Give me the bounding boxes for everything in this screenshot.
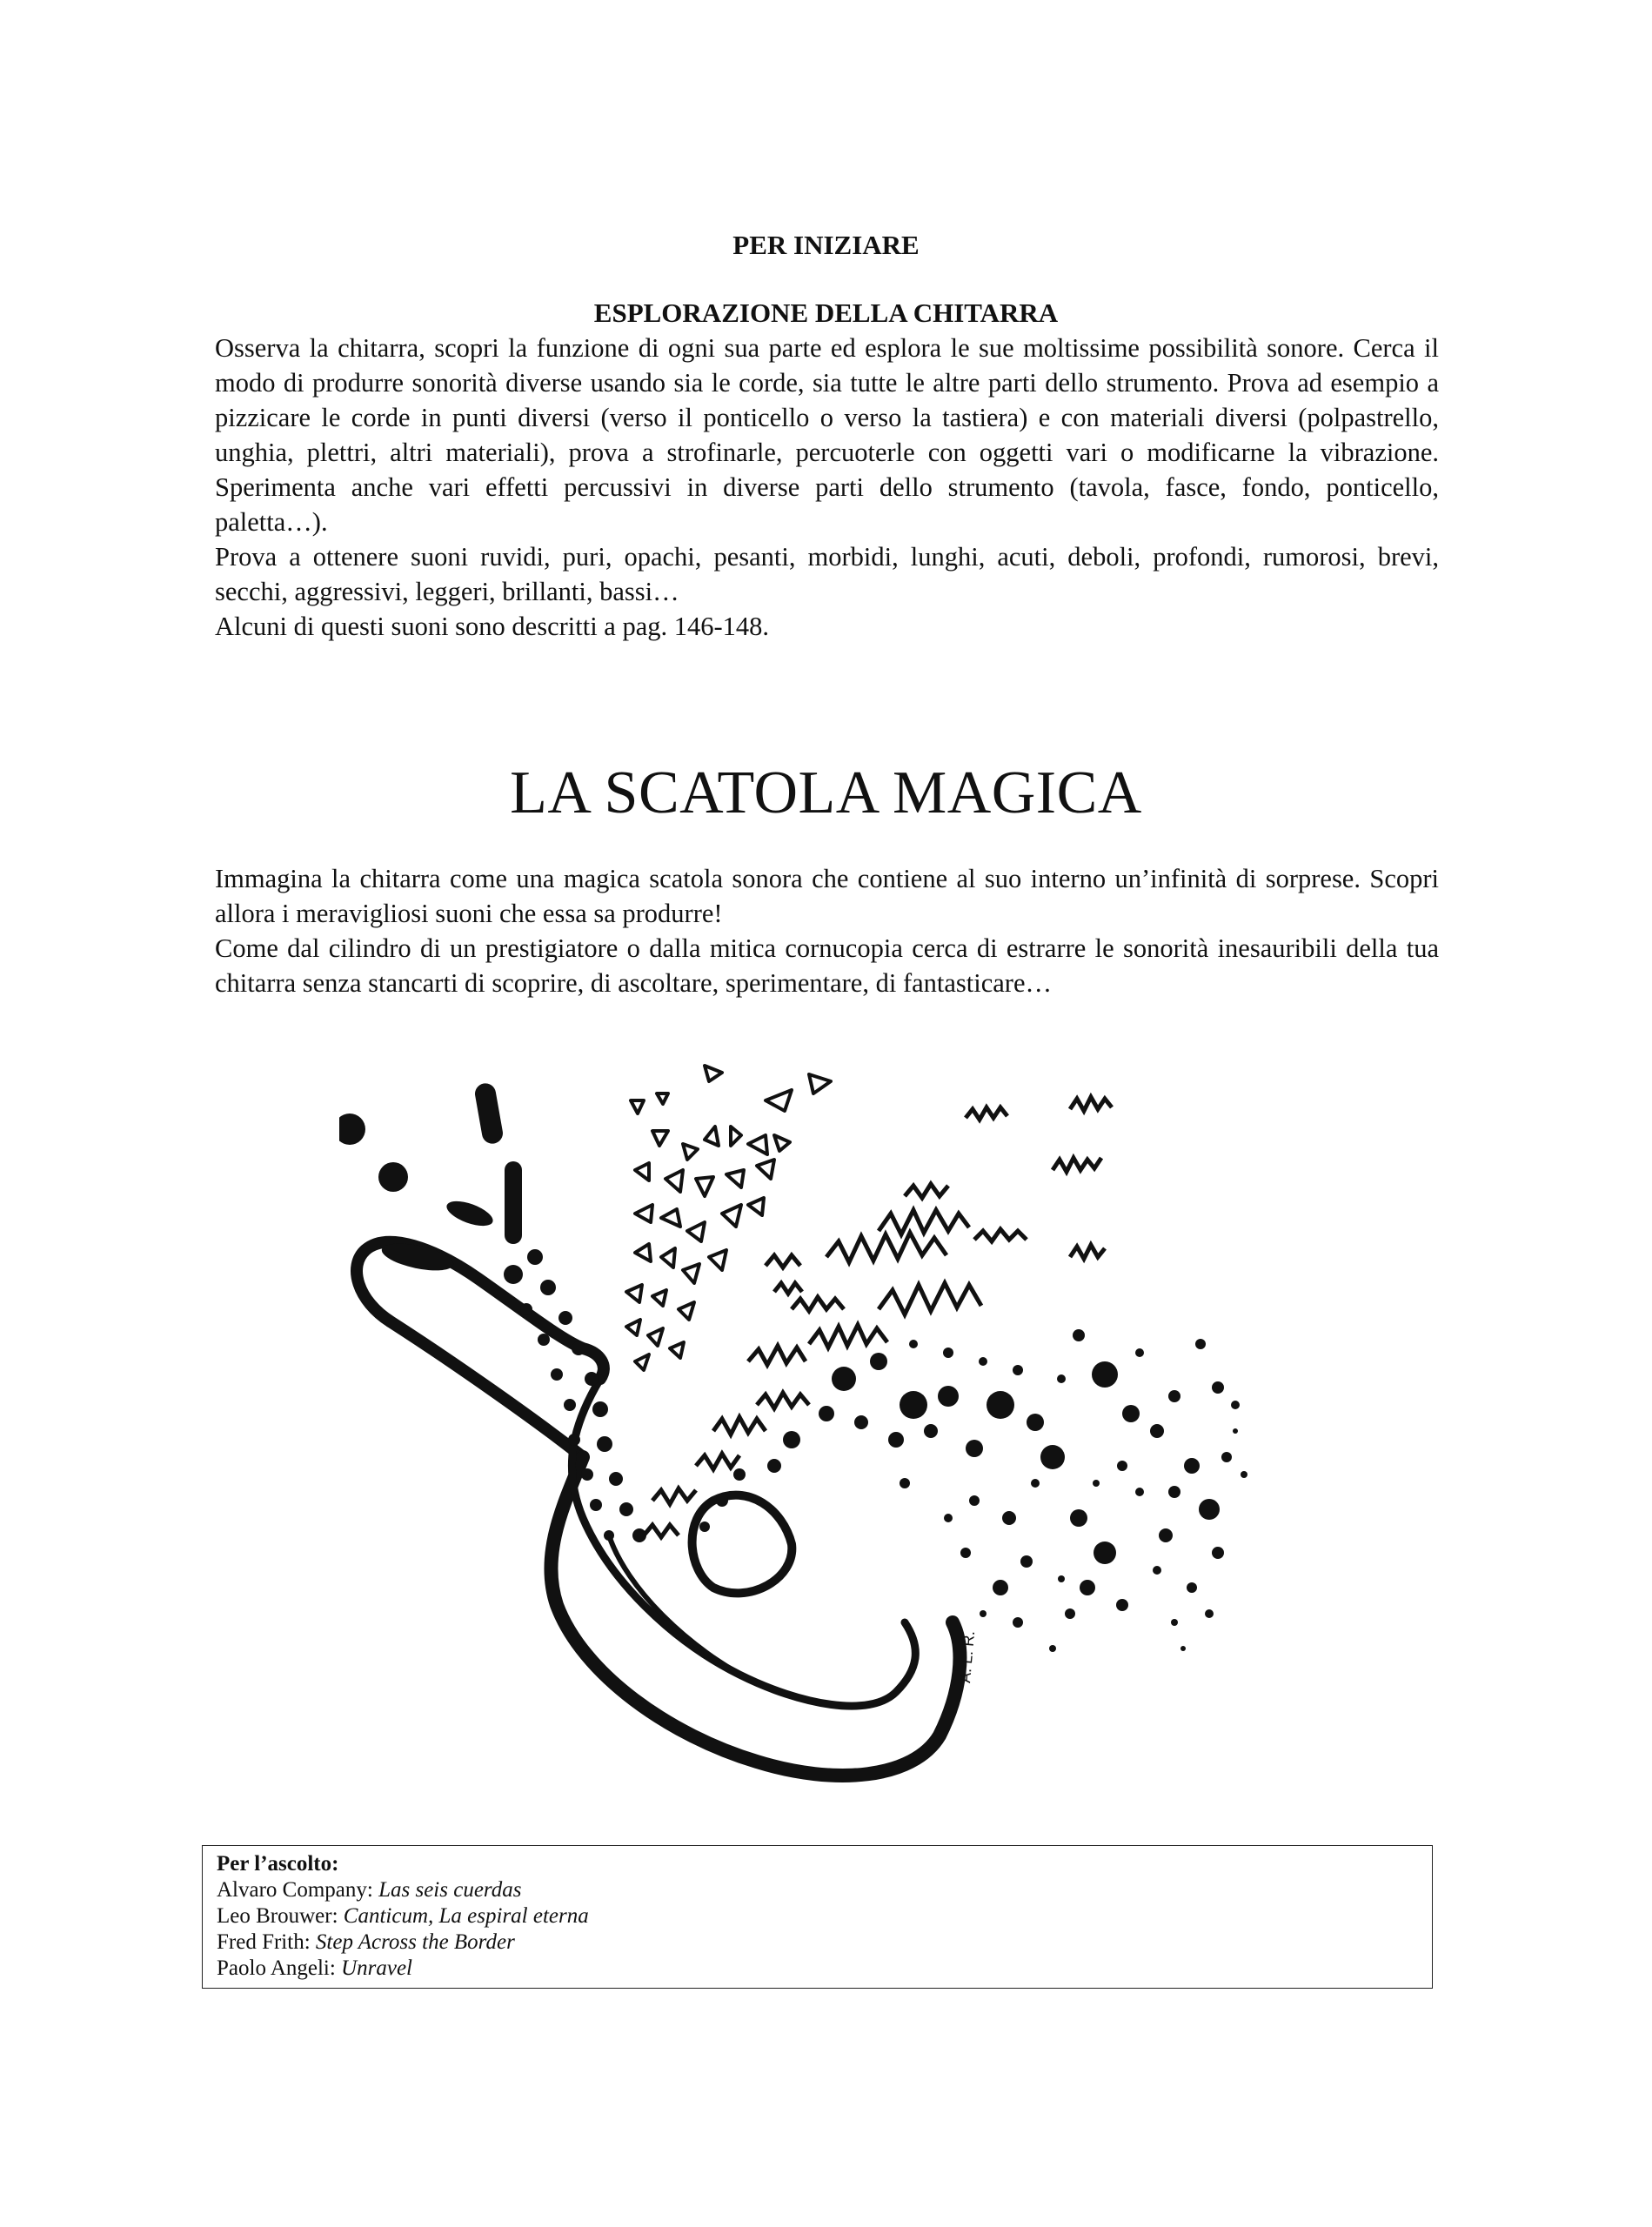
illustration-signature: A. L. R. bbox=[956, 1629, 979, 1684]
page-title: LA SCATOLA MAGICA bbox=[510, 759, 1142, 826]
listening-title: Per l’ascolto: bbox=[217, 1852, 339, 1876]
section-heading: PER INIZIARE bbox=[732, 230, 920, 260]
intro-paragraph: Osserva la chitarra, scopri la funzione di ogni sua parte ed esplora le sue moltissime possibilità sonore. Cerca il modo di produrre sonorità diverse usando sia le corde, sia tutte le altre parti dello strumento. Prova ad esempio a pizzicare le corde in punti diversi (verso il ponticello o verso la tastiera) e con materiali diversi (polpastrello, unghia, plettri, altri materiali), prova a strofinarle, percuoterle con oggetti vari o modificarne la vibrazione. Sperimenta anche vari effetti percussivi in diverse parti dello strumento (tavola, fasce, fondo, ponticello, paletta…). bbox=[215, 333, 1439, 537]
listening-item bbox=[217, 1956, 1418, 1982]
listening-item bbox=[217, 1903, 1418, 1929]
listening-author: Fred Frith: bbox=[217, 1930, 316, 1954]
triangle-stream bbox=[626, 1066, 831, 1370]
listening-works: Canticum, La espiral eterna bbox=[343, 1904, 589, 1928]
listening-author: Paolo Angeli: bbox=[217, 1956, 342, 1980]
listening-author: Leo Brouwer: bbox=[217, 1904, 344, 1928]
intro-paragraph: Prova a ottenere suoni ruvidi, puri, opachi, pesanti, morbidi, lunghi, acuti, deboli, profondi, rumorosi, brevi, secchi, aggressivi, leggeri, brillanti, bassi… bbox=[215, 542, 1439, 606]
magic-box-text-block bbox=[215, 861, 1439, 1000]
intro-text-block bbox=[215, 331, 1439, 644]
listening-author: Alvaro Company: bbox=[217, 1878, 379, 1902]
listening-item bbox=[217, 1877, 1418, 1903]
listening-works: Step Across the Border bbox=[315, 1930, 515, 1954]
listening-works: Unravel bbox=[341, 1956, 412, 1980]
magic-paragraph: Come dal cilindro di un prestigiatore o dalla mitica cornucopia cerca di estrarre le sonorità inesauribili della tua chitarra senza stancarti di scoprire, di ascoltare, sperimentare, di fantasticare… bbox=[215, 933, 1439, 998]
magic-paragraph: Immagina la chitarra come una magica scatola sonora che contiene al suo interno un’infinità di sorprese. Scopri allora i meravigliosi suoni che essa sa produrre! bbox=[215, 864, 1439, 928]
listening-item bbox=[217, 1929, 1418, 1956]
listening-box bbox=[202, 1845, 1433, 1989]
guitar-outline bbox=[357, 1242, 960, 1776]
guitar-sound-illustration bbox=[339, 1048, 1314, 1796]
intro-paragraph: Alcuni di questi suoni sono descritti a pag. 146-148. bbox=[215, 612, 770, 641]
section-subheading: ESPLORAZIONE DELLA CHITARRA bbox=[593, 298, 1059, 328]
dot-stream bbox=[699, 1329, 1247, 1652]
listening-works: Las seis cuerdas bbox=[378, 1878, 522, 1902]
zigzag-stream bbox=[644, 1097, 1112, 1537]
sound-hole bbox=[692, 1495, 793, 1594]
